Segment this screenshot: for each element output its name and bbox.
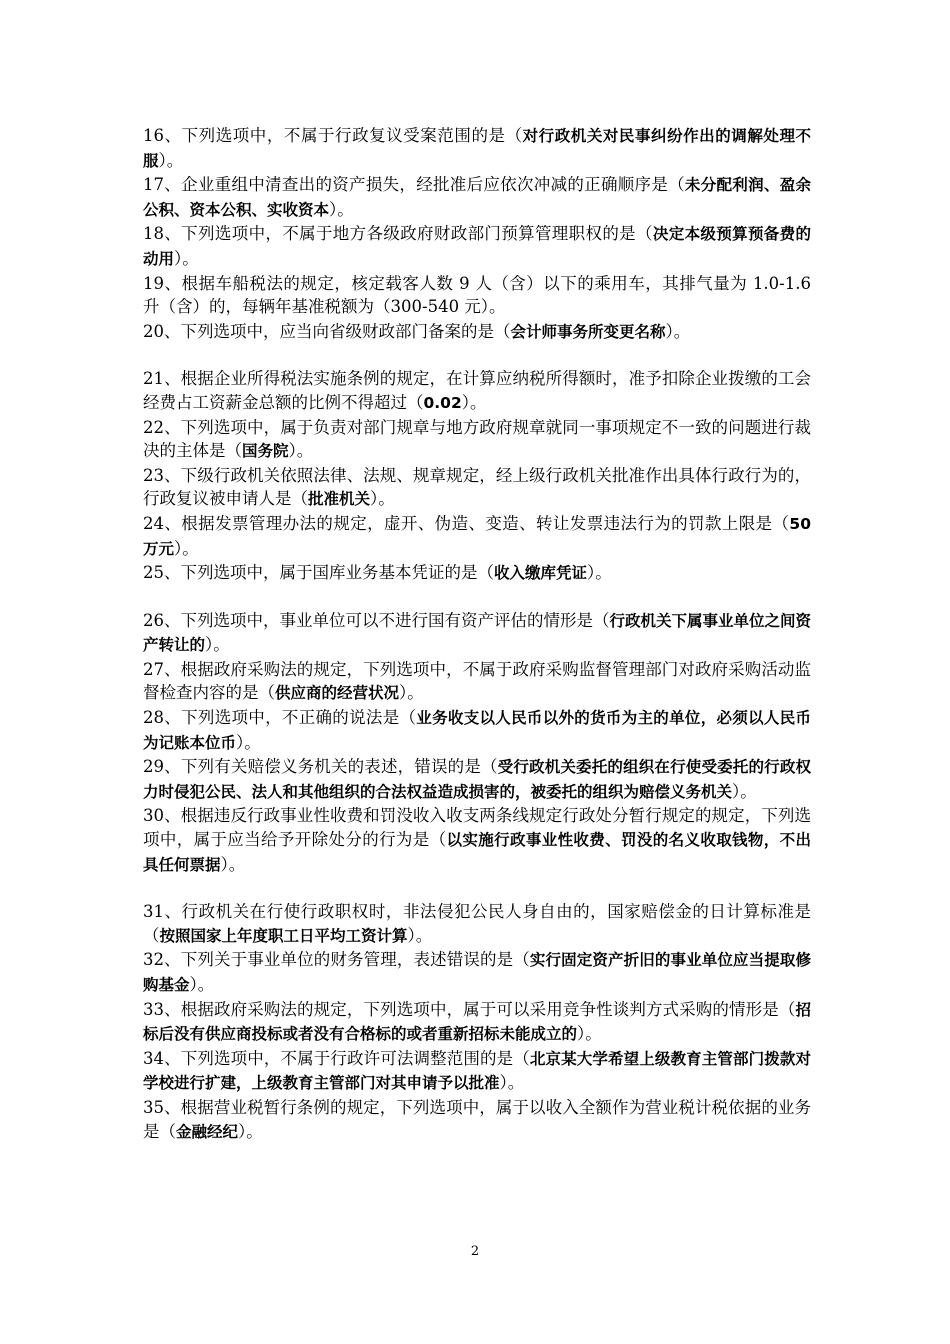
question-text: 19、根据车船税法的规定，核定载客人数 9 人（含）以下的乘用车，其排气量为 1.0-1.6 升（含）的，每辆年基准税额为（300-540 元）。 [143, 273, 811, 317]
question-text: 35、根据营业税暂行条例的规定，下列选项中，属于以收入全额作为营业税计税依据的业务是（ [143, 1097, 811, 1141]
question-text: 24、根据发票管理办法的规定，虚开、伪造、变造、转让发票违法行为的罚款上限是（ [143, 513, 790, 533]
question-item [143, 755, 811, 804]
answer-text: 对行政机关对民事纠纷作出的调解处理不服 [143, 127, 811, 170]
question-text: 27、根据政府采购法的规定，下列选项中，不属于政府采购监督管理部门对政府采购活动监督检查内容的是（ [143, 659, 811, 703]
question-tail: ）。 [189, 975, 215, 994]
question-item [143, 948, 811, 997]
question-item [143, 609, 811, 658]
question-item [143, 320, 811, 345]
answer-text: 北京某大学希望上级教育主管部门拨款对学校进行扩建，上级教育主管部门对其申请予以批准 [143, 1049, 811, 1093]
answer-text: 招标后没有供应商投标或者没有合格标的或者重新招标未能成立的 [143, 1000, 811, 1044]
answer-text: 按照国家上年度职工日平均工资计算 [159, 926, 408, 945]
answer-text: 供应商的经营状况 [275, 684, 400, 703]
question-item [143, 367, 811, 415]
question-text: 18、下列选项中，不属于地方各级政府财政部门预算管理职权的是（ [143, 224, 653, 244]
answer-text: 未分配利润、盈余公积、资本公积、实收资本 [143, 176, 811, 219]
question-item [143, 173, 811, 222]
question-group [143, 367, 811, 585]
question-tail: ）。 [288, 441, 314, 461]
question-text: 32、下列关于事业单位的财务管理，表述错误的是（ [143, 950, 530, 970]
question-text: 17、企业重组中清查出的资产损失，经批准后应依次冲减的正确顺序是（ [143, 175, 685, 195]
question-item [143, 706, 811, 755]
answer-text: 会计师事务所变更名称 [510, 322, 666, 341]
question-tail: ）。 [238, 1121, 263, 1141]
question-text: 21、根据企业所得税法实施条例的规定，在计算应纳税所得额时，准予扣除企业拨缴的工会经费占工资薪金总额的比例不得超过（ [143, 369, 811, 412]
question-tail: ）。 [236, 732, 261, 752]
question-group [143, 900, 811, 1144]
question-group [143, 124, 811, 344]
answer-text: 受行政机关委托的组织在行使受委托的行政权力时侵犯公民、法人和其他组织的合法权益造成损害的，被委托的组织为赔偿义务机关 [143, 758, 811, 801]
question-text: 30、根据违反行政事业性收费和罚没收入收支两条线规定行政处分暂行规定的规定，下列选项中，属于应当给予开除处分的行为是（ [143, 806, 811, 850]
question-tail: ）。 [174, 538, 199, 558]
document-body [143, 124, 811, 1144]
answer-text: 0.02 [423, 393, 462, 412]
question-text: 16、下列选项中，不属于行政复议受案范围的是（ [143, 126, 523, 145]
answer-text: 50 万元 [143, 514, 811, 558]
question-item [143, 1096, 811, 1144]
answer-text: 业务收支以人民币以外的货币为主的单位，必须以人民币为记账本位币 [143, 709, 811, 752]
question-group [143, 609, 811, 878]
question-tail: ）。 [329, 199, 354, 219]
answer-text: 行政机关下属事业单位之间资产转让的 [143, 611, 812, 655]
question-text: 23、下级行政机关依照法律、法规、规章规定，经上级行政机关批准作出具体行政行为的，行政复议被申请人是（ [143, 465, 811, 509]
question-text: 22、下列选项中，属于负责对部门规章与地方政府规章就同一事项规定不一致的问题进行裁决的主体是（ [143, 417, 811, 461]
question-item [143, 998, 811, 1047]
question-tail: ）。 [158, 150, 184, 170]
answer-text: 收入缴库凭证 [494, 564, 588, 583]
question-tail: ）。 [665, 321, 691, 341]
question-text: 26、下列选项中，事业单位可以不进行国有资产评估的情形是（ [143, 610, 610, 630]
question-tail: ）。 [205, 635, 230, 655]
question-text: 25、下列选项中，属于国库业务基本凭证的是（ [143, 563, 494, 583]
question-item [143, 124, 811, 173]
page-number: 2 [470, 1244, 480, 1259]
question-tail: ）。 [461, 392, 487, 412]
question-item [143, 464, 811, 512]
answer-text: 决定本级预算预备费的动用 [143, 225, 811, 268]
answer-text: 国务院 [242, 442, 289, 461]
answer-text: 实行固定资产折旧的事业单位应当提取修购基金 [143, 951, 811, 994]
question-text: 34、下列选项中，不属于行政许可法调整范围的是（ [143, 1048, 530, 1068]
question-tail: ）。 [407, 925, 433, 945]
question-item [143, 272, 811, 320]
question-text: 28、下列选项中，不正确的说法是（ [143, 708, 417, 728]
question-tail: ）。 [174, 248, 199, 268]
question-tail: ）。 [220, 854, 246, 874]
question-tail: ）。 [732, 781, 757, 801]
question-item [143, 222, 811, 271]
question-tail: ）。 [499, 1073, 525, 1093]
question-tail: ）。 [577, 1024, 602, 1044]
question-item [143, 900, 811, 948]
question-tail: ）。 [370, 489, 395, 509]
question-tail: ）。 [587, 563, 612, 583]
question-item [143, 416, 811, 464]
question-tail: ）。 [399, 683, 424, 703]
question-text: 33、根据政府采购法的规定，下列选项中，属于可以采用竞争性谈判方式采购的情形是（ [143, 999, 796, 1019]
question-item [143, 804, 811, 877]
question-text: 31、行政机关在行使行政职权时，非法侵犯公民人身自由的，国家赔偿金的日计算标准是（ [143, 902, 811, 945]
question-text: 20、下列选项中，应当向省级财政部门备案的是（ [143, 321, 511, 341]
answer-text: 以实施行政事业性收费、罚没的名义收取钱物，不出具任何票据 [143, 831, 811, 874]
answer-text: 批准机关 [308, 490, 371, 509]
question-text: 29、下列有关赔偿义务机关的表述，错误的是（ [143, 757, 498, 777]
question-item [143, 1047, 811, 1096]
question-item [143, 512, 811, 561]
question-item [143, 561, 811, 586]
answer-text: 金融经纪 [176, 1122, 239, 1141]
question-item [143, 658, 811, 706]
